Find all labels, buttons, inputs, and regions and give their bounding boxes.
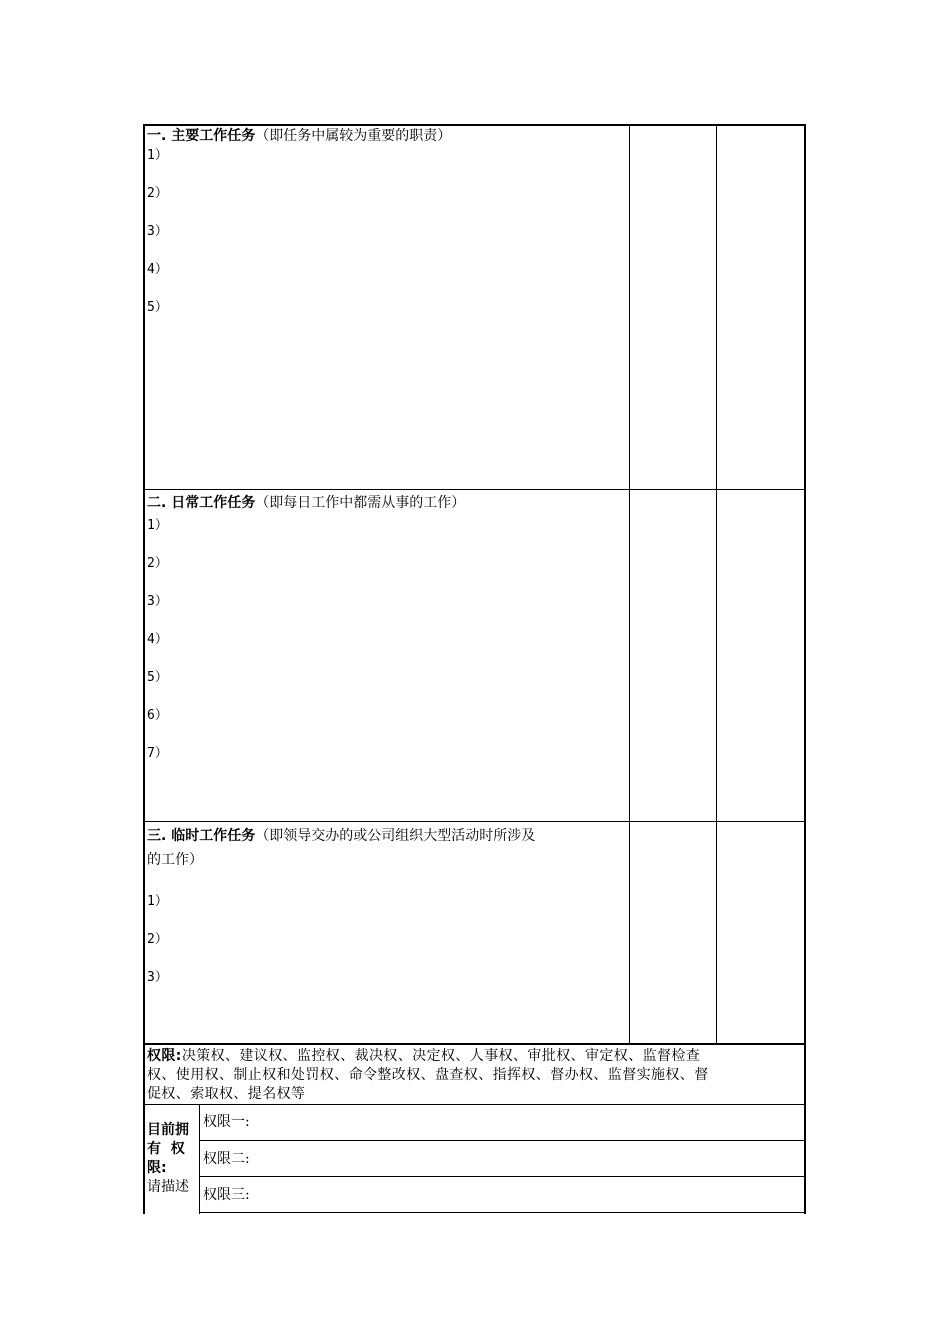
permissions-line-2: 权、使用权、制止权和处罚权、命令整改权、盘查权、指挥权、督办权、监督实施权、督: [147, 1067, 709, 1083]
list-item: 2）: [147, 186, 168, 201]
section-note-continued: 的工作）: [147, 852, 203, 868]
table-border-right: [804, 124, 806, 1214]
permissions-label-divider: [199, 1104, 200, 1214]
section-note: （即领导交办的或公司组织大型活动时所涉及: [255, 828, 536, 844]
list-item: 5）: [147, 300, 168, 315]
permissions-row-divider-1: [199, 1140, 806, 1141]
row-divider-4: [143, 1104, 806, 1105]
permission-row-2: 权限二:: [203, 1151, 250, 1167]
permission-row-1: 权限一:: [203, 1114, 250, 1130]
section-heading: 一. 主要工作任务: [147, 128, 256, 144]
permissions-row-divider-3: [199, 1212, 806, 1213]
list-item: 4）: [147, 262, 168, 277]
column-divider-1: [629, 124, 630, 1044]
section-note: （即任务中属较为重要的职责）: [255, 128, 452, 144]
permissions-line-3: 促权、索取权、提名权等: [147, 1086, 306, 1102]
list-item: 1）: [147, 148, 168, 163]
list-item: 6）: [147, 708, 168, 723]
current-permissions-label-4: 请描述: [147, 1179, 189, 1195]
list-item: 3）: [147, 970, 168, 985]
column-divider-2: [716, 124, 717, 1044]
list-item: 2）: [147, 556, 168, 571]
list-item: 4）: [147, 632, 168, 647]
permissions-row-divider-2: [199, 1176, 806, 1177]
row-divider-2: [143, 821, 806, 822]
section-daily-tasks-title: [147, 494, 465, 512]
list-item: 5）: [147, 670, 168, 685]
section-heading: 三. 临时工作任务: [147, 828, 256, 844]
permission-row-3: 权限三:: [203, 1187, 250, 1203]
row-divider-1: [143, 489, 806, 490]
list-item: 7）: [147, 746, 168, 761]
current-permissions-label-1: 目前拥: [147, 1122, 189, 1138]
permissions-line-1: [147, 1047, 803, 1066]
current-permissions-label-2: 有 权: [147, 1141, 185, 1157]
permissions-label: 权限:: [147, 1048, 182, 1064]
row-divider-3: [143, 1043, 806, 1045]
list-item: 1）: [147, 894, 168, 909]
list-item: 2）: [147, 932, 168, 947]
section-note: （即每日工作中都需从事的工作）: [255, 495, 466, 511]
list-item: 1）: [147, 518, 168, 533]
list-item: 3）: [147, 594, 168, 609]
table-border-left: [143, 124, 145, 1214]
section-temporary-tasks-title: [147, 827, 535, 845]
section-heading: 二. 日常工作任务: [147, 495, 256, 511]
permissions-text: 决策权、建议权、监控权、裁决权、决定权、人事权、审批权、审定权、监督检查: [181, 1048, 701, 1064]
list-item: 3）: [147, 224, 168, 239]
table-border-top: [143, 124, 806, 126]
current-permissions-label-3: 限:: [147, 1160, 167, 1176]
section-main-tasks-title: [147, 127, 451, 145]
